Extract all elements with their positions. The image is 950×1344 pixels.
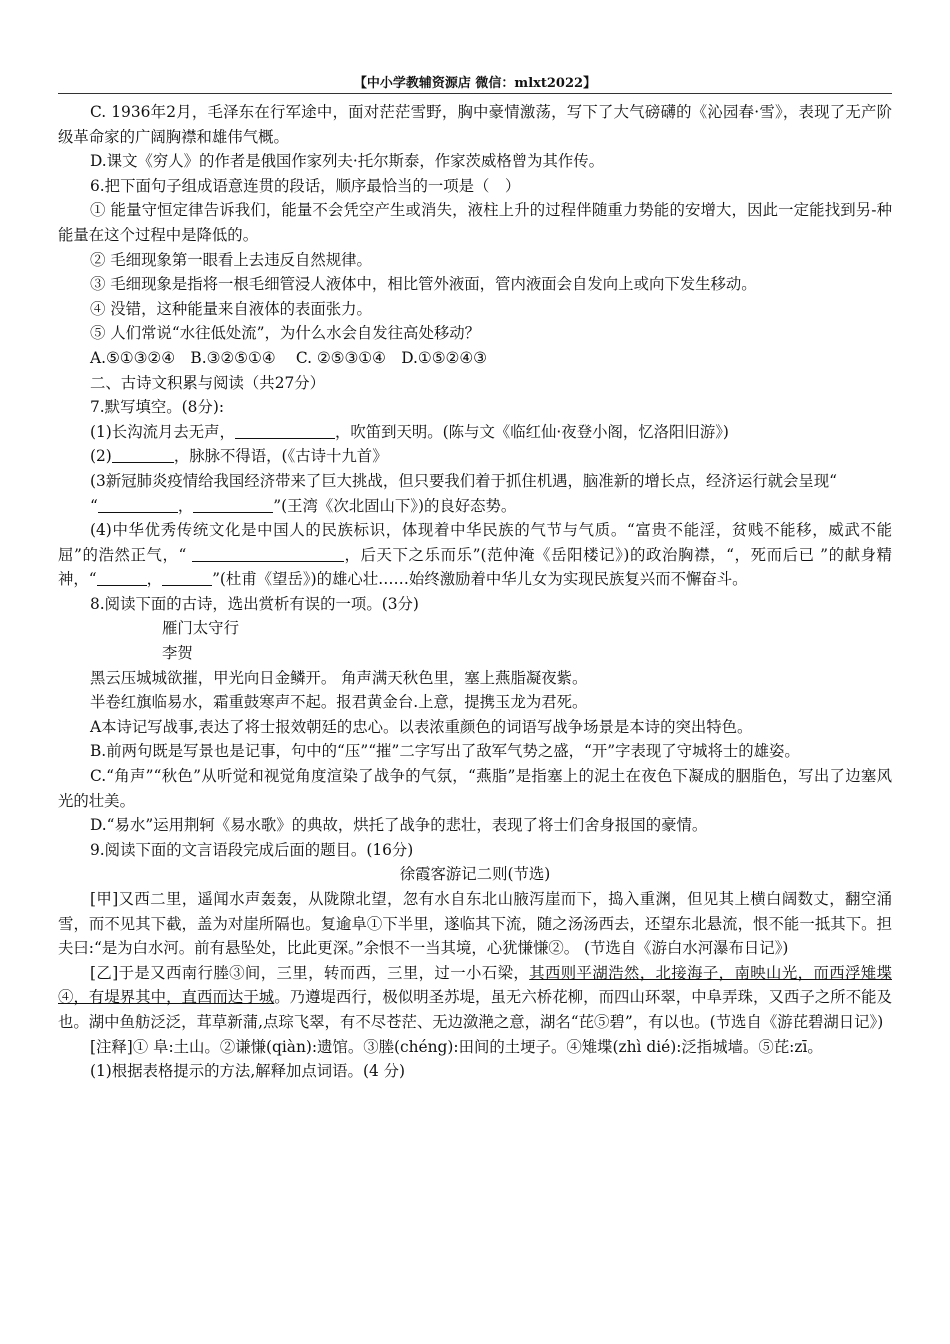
q6-sentence-5: ⑤ 人们常说“水往低处流”，为什么水会自发往高处移动？ [90, 324, 481, 343]
q7-stem: 7.默写填空。(8分): [90, 398, 225, 417]
q5-option-d: D.课文《穷人》的作者是俄国作家列夫·托尔斯泰，作家茨威格曾为其作传。 [90, 152, 605, 171]
poem-author: 李贺 [162, 644, 193, 663]
passage-title: 徐霞客游记二则(节选) [399, 865, 551, 884]
q7-item-4: (4)中华优秀传统文化是中国人的民族标识，体现着中华民族的气节与气质。“富贵不能淫，贫贱不能移，威武不能屈”的浩然正气，“ ，后天下之乐而乐”(范仲淹《岳阳楼记》)的政治胸襟，“，死而后已 ”的献身精神，“ ， ”(杜甫《望岳》)的雄心壮……始终激励着中华儿女为实现民族复兴而不懈奋斗。 [58, 521, 892, 589]
answer-blank[interactable] [97, 569, 147, 586]
document-body [58, 100, 892, 1084]
page-header: 【中小学教辅资源店 微信：mlxt2022】 [353, 76, 597, 91]
passage-yi: [乙]于是又西南行塍③间，三里，转而西，三里，过一小石梁，其西则平湖浩然，北接海子，南映山光，而西浮雉堞④，有堤界其中，直西而达于城。乃遵堤西行，极似明圣苏堤，虽无六桥花柳，而四山环翠，中阜弄珠，又西子之所不能及也。湖中鱼舫泛泛，茸草新蒲,点琮飞翠，有不尽苍茫、无边潋滟之意，湖名“芘⑤碧”，有以也。(节选自《游芘碧湖日记》) [58, 963, 892, 1031]
poem-line-1: 黑云压城城欲摧，甲光向日金鳞开。 角声满天秋色里，塞上燕脂凝夜紫。 [90, 668, 588, 687]
q8-option-d: D.“易水”运用荆轲《易水歌》的典故，烘托了战争的悲壮，表现了将士们舍身报国的豪情。 [90, 816, 708, 835]
q6-options: A.⑤①③②④ B.③②⑤①④ C. ②⑤③①④ D.①⑤②④③ [90, 348, 487, 367]
q8-option-c: C.“角声”“秋色”从听觉和视觉角度渲染了战争的气氛，“燕脂”是指塞上的泥土在夜色下凝成的胭脂色，写出了边塞风光的壮美。 [58, 767, 892, 810]
answer-blank[interactable] [193, 496, 273, 513]
q8-option-b: B.前两句既是写景也是记事，句中的“压”“摧”二字写出了敌军气势之盛，“开”字表现了守城将士的雄姿。 [90, 742, 800, 761]
passage-jia: [甲]又西二里，遥闻水声轰轰，从陇隙北望，忽有水自东北山腋泻崖而下，捣入重渊，但见其上横白阔数丈，翻空涌雪，而不见其下截，盖为对崖所隔也。复逾阜①下半里，遂临其下流，随之汤汤西去，还望东北悬流，恨不能一抵其下。担夫曰:“是为白水河。前有悬坠处，比此更深。”余恨不一当其境，心犹慊慊②。 (节选自《游白水河瀑布日记》) [58, 890, 892, 958]
q6-sentence-3: ③ 毛细现象是指将一根毛细管浸人液体中，相比管外液面，管内液面会自发向上或向下发生移动。 [90, 275, 757, 294]
q7-item-3: (3新冠肺炎疫情给我国经济带来了巨大挑战，但只要我们着于抓住机遇，脑准新的增长点，经济运行就会呈现“ [90, 471, 838, 490]
q7-item-3-blanks: “ ， ”(王湾《次北固山下》)的良好态势。 [90, 496, 517, 515]
section-2-heading: 二、古诗文积累与阅读（共27分） [90, 373, 326, 392]
poem-line-2: 半卷红旗临易水，霜重鼓寒声不起。报君黄金台.上意，提携玉龙为君死。 [90, 693, 588, 712]
answer-blank[interactable] [162, 569, 212, 586]
poem-title: 雁门太守行 [162, 619, 239, 638]
q7-item-1: (1)长沟流月去无声， ，吹笛到天明。(陈与文《临红仙·夜登小阁，忆洛阳旧游》) [90, 422, 729, 441]
q6-stem: 6.把下面句子组成语意连贯的段话，顺序最恰当的一项是（ ） [90, 176, 521, 195]
q8-stem: 8.阅读下面的古诗，选出赏析有误的一项。(3分) [90, 594, 419, 613]
q5-option-c: C. 1936年2月，毛泽东在行军途中，面对茫茫雪野，胸中豪情激荡，写下了大气磅礴的《沁园春·雪》，表现了无产阶级革命家的广阔胸襟和雄伟气概。 [58, 103, 892, 146]
q7-item-2: (2) ，脉脉不得语，(《古诗十九首》 [90, 447, 388, 466]
q9-sub-1: (1)根据表格提示的方法,解释加点词语。(4 分) [90, 1062, 406, 1081]
answer-blank[interactable] [98, 496, 178, 513]
q6-sentence-1: ① 能量守恒定律告诉我们，能量不会凭空产生或消失，液柱上升的过程伴随重力势能的安增大，因此一定能找到另-种能量在这个过程中是降低的。 [58, 201, 892, 244]
answer-blank[interactable] [235, 422, 335, 439]
answer-blank[interactable] [192, 545, 344, 562]
underlined-sentence: 其西则平湖浩然，北接海子，南映山光，而西浮雉堞④，有堤界其中，直西而达于城 [58, 963, 892, 1007]
q8-option-a: A本诗记写战事,表达了将士报效朝廷的忠心。以表浓重颜色的词语写战争场景是本诗的突出特色。 [90, 717, 753, 736]
q6-sentence-4: ④ 没错，这种能量来自液体的表面张力。 [90, 299, 372, 318]
q6-sentence-2: ② 毛细现象第一眼看上去违反自然规律。 [90, 250, 372, 269]
q9-stem: 9.阅读下面的文言语段完成后面的题目。(16分) [90, 840, 414, 859]
header-divider [58, 93, 892, 94]
answer-blank[interactable] [112, 446, 174, 463]
annotations: [注释]① 阜:土山。②谦慊(qiàn):遗馆。③塍(chéng):田间的土埂子。④雉堞(zhì dié):泛指城墙。⑤芘:zī。 [90, 1037, 823, 1056]
